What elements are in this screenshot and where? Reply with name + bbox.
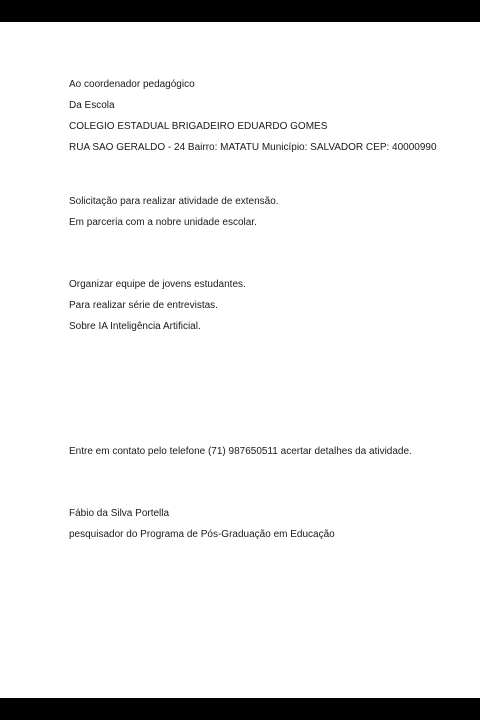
activity-line-3: Sobre IA Inteligência Artificial. [69, 321, 201, 332]
contact-line: Entre em contato pelo telefone (71) 987650511 acertar detalhes da atividade. [69, 446, 412, 457]
partnership-line: Em parceria com a nobre unidade escolar. [69, 217, 257, 228]
school-address: RUA SAO GERALDO - 24 Bairro: MATATU Município: SALVADOR CEP: 40000990 [69, 142, 437, 153]
activity-line-1: Organizar equipe de jovens estudantes. [69, 279, 246, 290]
document-page [0, 22, 480, 698]
signature-name: Fábio da Silva Portella [69, 508, 170, 519]
recipient-line: Ao coordenador pedagógico [69, 79, 195, 90]
institution-prefix: Da Escola [69, 100, 115, 111]
activity-line-2: Para realizar série de entrevistas. [69, 300, 218, 311]
request-line: Solicitação para realizar atividade de extensão. [69, 196, 279, 207]
signature-title: pesquisador do Programa de Pós-Graduação em Educação [69, 529, 335, 540]
school-name: COLEGIO ESTADUAL BRIGADEIRO EDUARDO GOMES [69, 121, 328, 132]
